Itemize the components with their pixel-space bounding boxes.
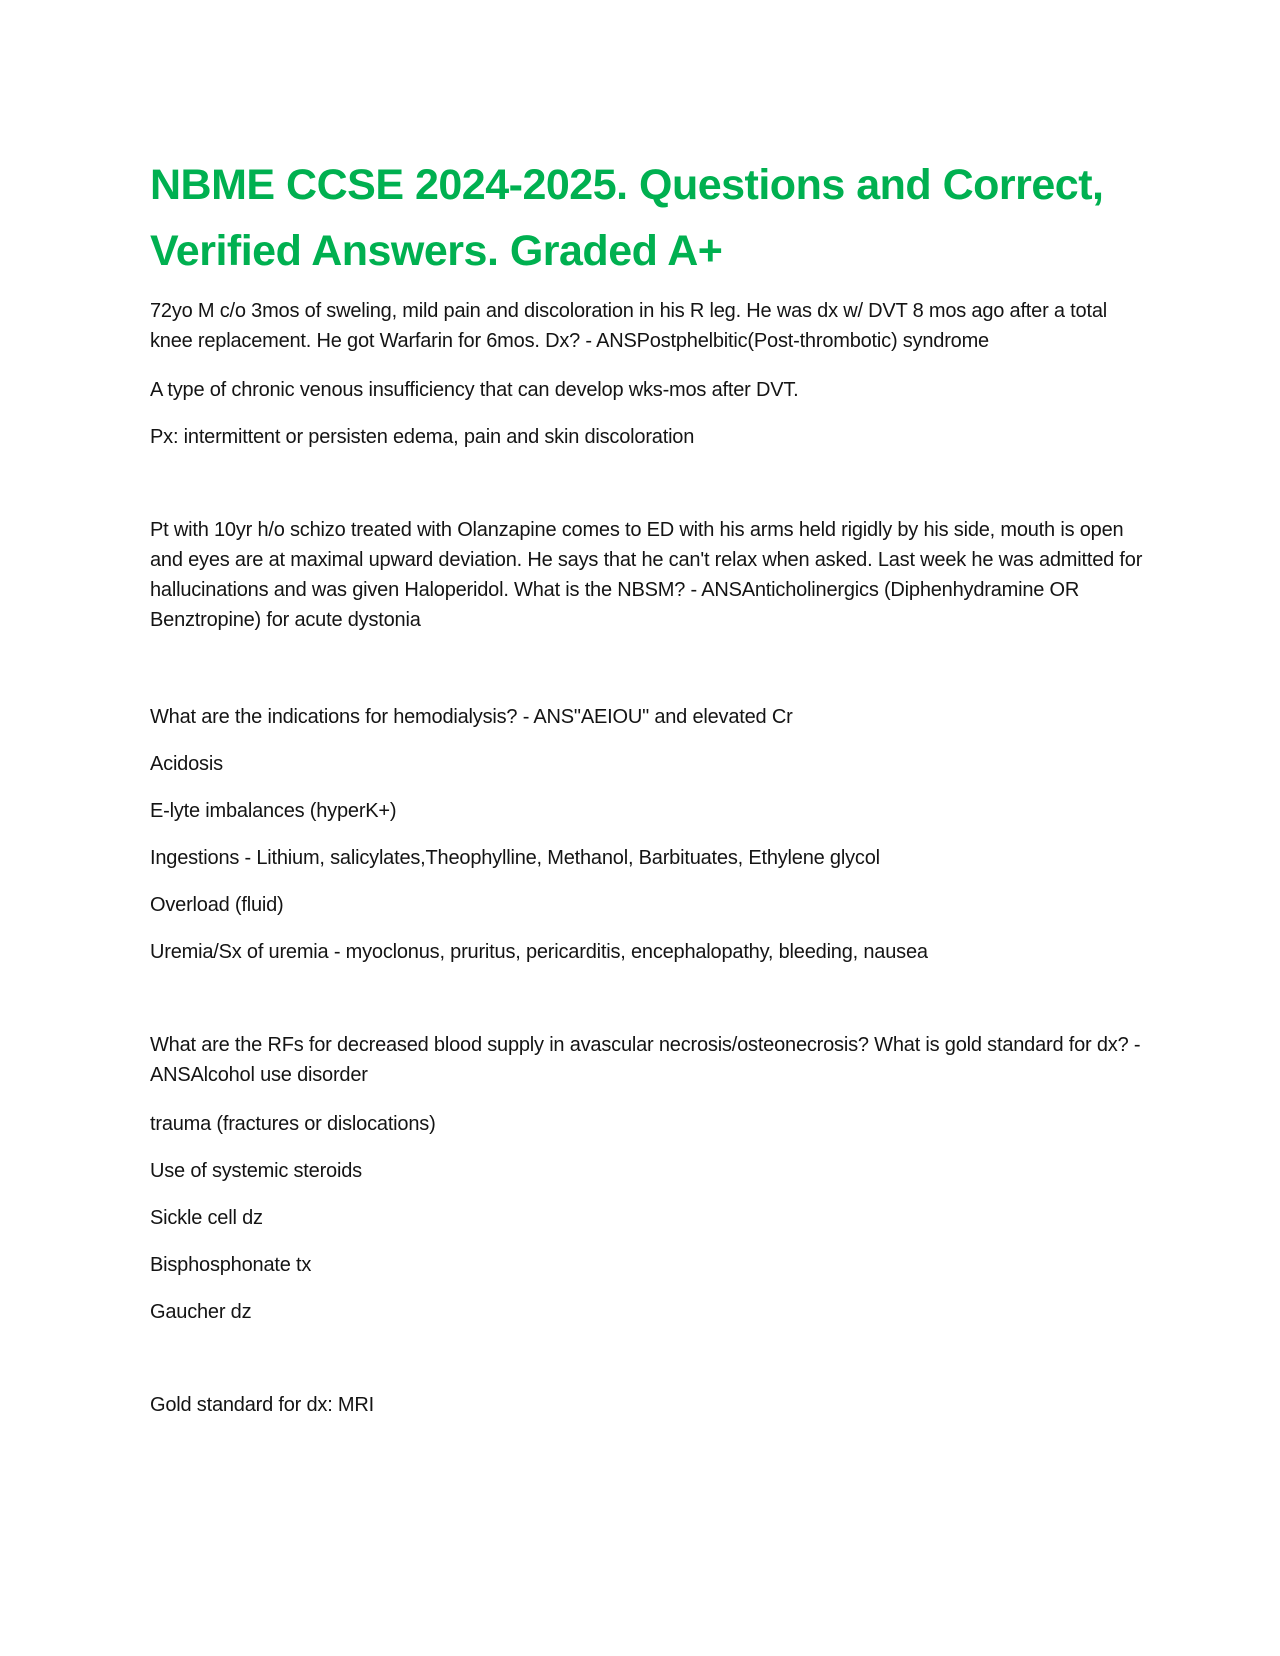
list-item-overload: Overload (fluid) — [150, 894, 284, 916]
list-item-steroids: Use of systemic steroids — [150, 1160, 362, 1182]
paragraph-dvt-presentation: Px: intermittent or persisten edema, pain and skin discoloration — [150, 426, 695, 448]
list-item-sickle-cell: Sickle cell dz — [150, 1207, 263, 1229]
paragraph-dvt-definition: A type of chronic venous insufficiency that can develop wks-mos after DVT. — [150, 379, 799, 401]
list-item-acidosis: Acidosis — [150, 753, 223, 775]
list-item-bisphosphonate: Bisphosphonate tx — [150, 1254, 312, 1276]
paragraph-dystonia-question: Pt with 10yr h/o schizo treated with Olanzapine comes to ED with his arms held rigidly by his side, mouth is open and eyes are at maximal upward deviation. He says that he can't relax when asked. Last week he was admitted for hallucinations and was given Haloperidol. What is the NBSM? - ANSAnticholinergics (Diphenhydramine OR Benztropine) for acute dystonia — [150, 519, 1143, 631]
paragraph-dvt-question: 72yo M c/o 3mos of sweling, mild pain and discoloration in his R leg. He was dx w/ DVT 8 mos ago after a total knee replacement. He got Warfarin for 6mos. Dx? - ANSPostphelbitic(Post-thrombotic) syndrome — [150, 300, 1107, 352]
list-item-ingestions: Ingestions - Lithium, salicylates,Theophylline, Methanol, Barbituates, Ethylene glycol — [150, 847, 880, 869]
paragraph-gold-standard: Gold standard for dx: MRI — [150, 1394, 374, 1416]
paragraph-avn-question: What are the RFs for decreased blood supply in avascular necrosis/osteonecrosis? What is gold standard for dx? - ANSAlcohol use disorder — [150, 1034, 1141, 1086]
list-item-electrolytes: E-lyte imbalances (hyperK+) — [150, 800, 397, 822]
paragraph-hemodialysis-question: What are the indications for hemodialysis? - ANS"AEIOU" and elevated Cr — [150, 706, 793, 728]
list-item-uremia: Uremia/Sx of uremia - myoclonus, pruritus, pericarditis, encephalopathy, bleeding, nausea — [150, 941, 928, 963]
list-item-gaucher: Gaucher dz — [150, 1301, 252, 1323]
document-title: NBME CCSE 2024-2025. Questions and Correct, Verified Answers. Graded A+ — [150, 161, 1104, 275]
list-item-trauma: trauma (fractures or dislocations) — [150, 1113, 436, 1135]
